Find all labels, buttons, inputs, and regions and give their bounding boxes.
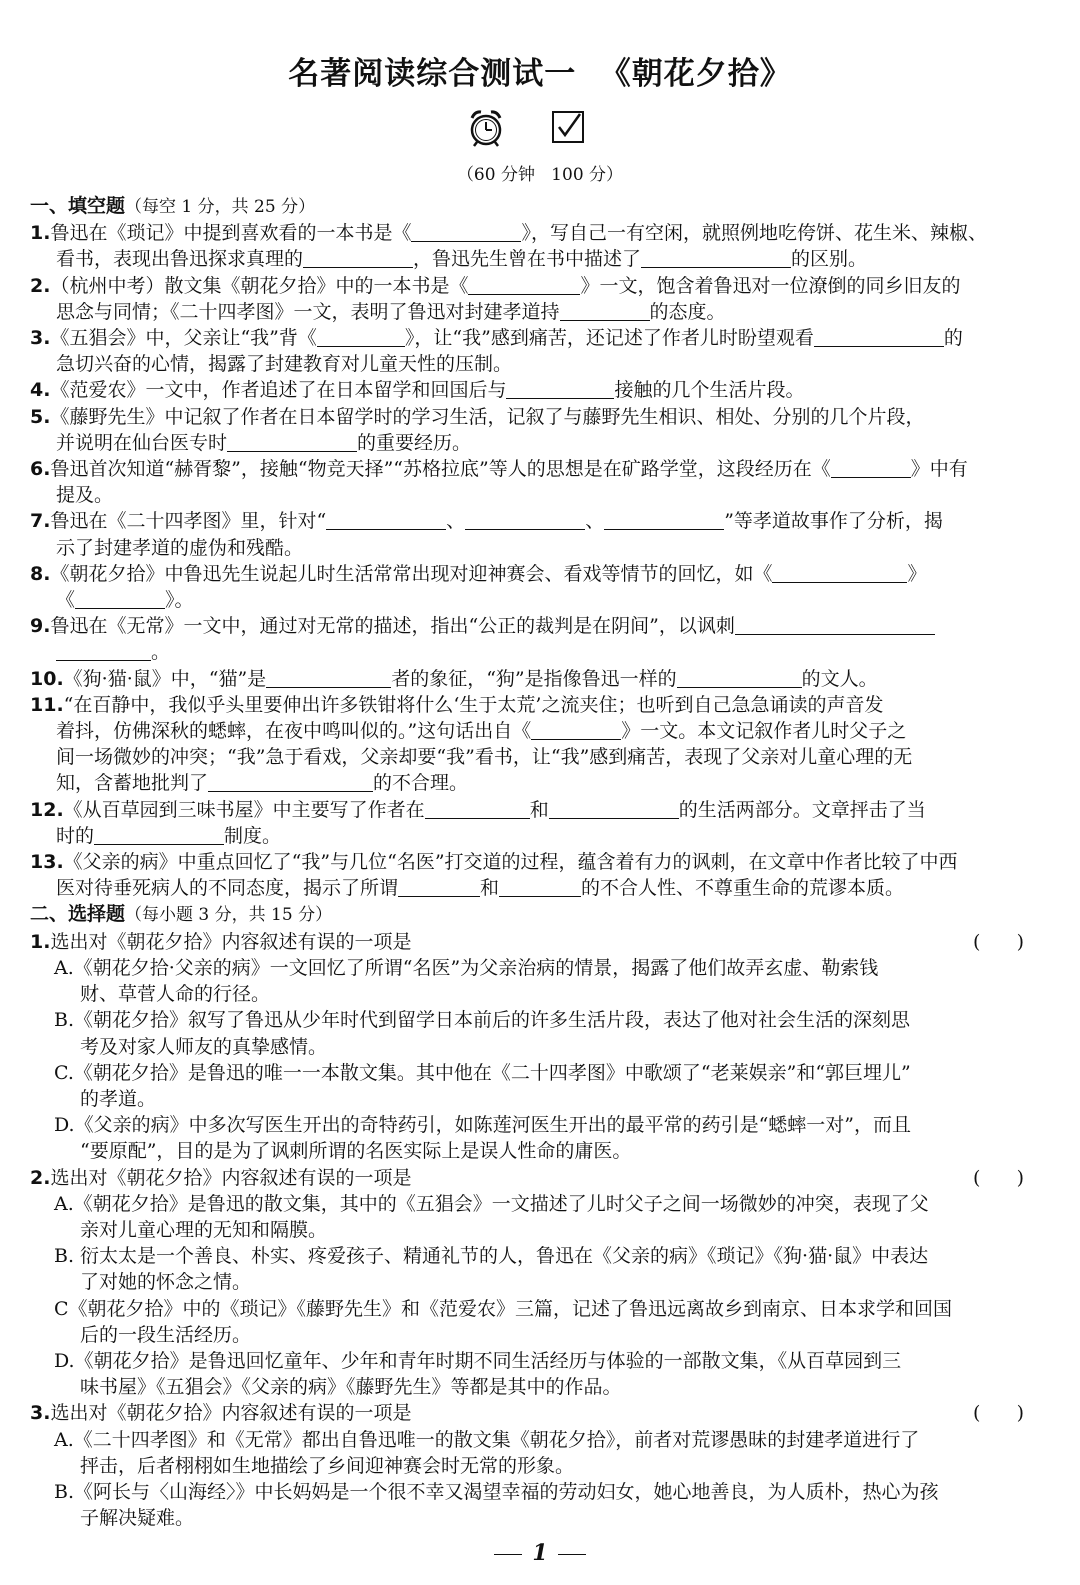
answer-blank[interactable] (560, 300, 650, 321)
page-title: 名著阅读综合测试一 《朝花夕拾》 (288, 56, 792, 92)
answer-blank[interactable] (425, 798, 530, 819)
answer-blank[interactable] (468, 274, 580, 295)
fill-question-12: 12.《从百草园到三味书屋》中主要写了作者在 和 的生活两部分。文章抨击了当 时的 制度。 (30, 798, 926, 847)
answer-blank[interactable] (499, 876, 581, 897)
fill-question-7: 7.鲁迅在《二十四孝图》里，针对“ 、 、 ”等孝道故事作了分析，揭 示了封建孝道的虚伪和残酷。 (30, 510, 943, 559)
fill-question-9: 9.鲁迅在《无常》一文中，通过对无常的描述，指出“公正的裁判是在阴间”，以讽刺 。 (30, 613, 1030, 665)
answer-blank[interactable] (531, 719, 621, 740)
section-fill-heading: 一、填空题（每空 1 分，共 25 分） (30, 195, 316, 217)
page-footer (0, 1540, 1080, 1566)
answer-blank[interactable] (208, 771, 373, 792)
page-number: 1 (532, 1540, 548, 1566)
choice-question-2: 2.选出对《朝花夕拾》内容叙述有误的一项是 ( ) A.《朝花夕拾》是鲁迅的散文集，其中的《五猖会》一文描述了儿时父子之间一场微妙的冲突，表现了父 亲对儿童心理的无知和隔膜。 B. 衍太太是一个善良、朴实、疼爱孩子、精通礼节的人，鲁迅在《父亲的病》《琐记》《狗·猫·鼠》中表达 了对她的怀念之情。 C《朝花夕拾》中的《琐记》《藤野先生》和《范爱农》三篇，记述了鲁迅远离故乡到南京、日本求学和回国 后的一段生活经历。 D.《朝花夕拾》是鲁迅回忆童年、少年和青年时期不同生活经历与体验的一部散文集，《从百草园到三 味书屋》《五猖会》《父亲的病》《藤野先生》等都是其中的作品。 (30, 1165, 1030, 1401)
answer-parentheses[interactable]: ( ) (972, 930, 1024, 953)
footer-dash (558, 1554, 586, 1555)
answer-blank[interactable] (549, 798, 679, 819)
fill-question-2: 2.（杭州中考）散文集《朝花夕拾》中的一本书是《 》一文，饱含着鲁迅对一位潦倒的同乡旧友的 思念与同情；《二十四孝图》一文，表明了鲁迅对封建孝道持 的态度。 (30, 274, 961, 323)
answer-blank[interactable] (772, 562, 907, 583)
option-b[interactable]: B.《阿长与〈山海经〉》中长妈妈是一个很不幸又渴望幸福的劳动妇女，她心地善良，为人质朴，热心为孩 子解决疑难。 (54, 1480, 939, 1530)
fill-question-10: 10.《狗·猫·鼠》中，“猫”是 者的象征，“狗”是指像鲁迅一样的 的文人。 (30, 667, 878, 690)
answer-blank[interactable] (465, 509, 585, 530)
footer-dash (494, 1554, 522, 1555)
answer-blank[interactable] (266, 667, 391, 688)
answer-blank[interactable] (56, 640, 151, 661)
option-d[interactable]: D.《朝花夕拾》是鲁迅回忆童年、少年和青年时期不同生活经历与体验的一部散文集，《从百草园到三 味书屋》《五猖会》《父亲的病》《藤野先生》等都是其中的作品。 (54, 1349, 902, 1399)
option-d[interactable]: D.《父亲的病》中多次写医生开出的奇特药引，如陈莲河医生开出的最平常的药引是“蟋蟀一对”，而且 “要原配”，目的是为了讽刺所谓的名医实际上是误人性命的庸医。 (54, 1114, 912, 1163)
fill-question-5: 5.《藤野先生》中记叙了作者在日本留学时的学习生活，记叙了与藤野先生相识、相处、分别的几个片段， 并说明在仙台医专时 的重要经历。 (30, 405, 925, 454)
title-icons (0, 108, 1080, 152)
answer-blank[interactable] (303, 247, 413, 268)
answer-blank[interactable] (398, 876, 480, 897)
choice-question-3: 3.选出对《朝花夕拾》内容叙述有误的一项是 ( ) A.《二十四孝图》和《无常》都出自鲁迅唯一的散文集《朝花夕拾》，前者对荒谬愚昧的封建孝道进行了 抨击，后者栩栩如生地描绘了乡间迎神赛会时无常的形象。 B.《阿长与〈山海经〉》中长妈妈是一个很不幸又渴望幸福的劳动妇女，她心地善良，为人质朴，热心为孩 子解决疑难。 (30, 1400, 1030, 1531)
alarm-clock-icon (468, 108, 504, 152)
option-a[interactable]: A.《朝花夕拾》是鲁迅的散文集，其中的《五猖会》一文描述了儿时父子之间一场微妙的冲突，表现了父 亲对儿童心理的无知和隔膜。 (54, 1192, 929, 1241)
fill-question-11: 11.“在百静中，我似乎头里要伸出许多铁钳将什么‘生于太荒’之流夹住；也听到自己急急诵读的声音发 着抖，仿佛深秋的蟋蟀，在夜中鸣叫似的。”这句话出自《 》一文。本文记叙作者儿时父子之 间一场微妙的冲突；“我”急于看戏，父亲却要“我”看书，让“我”感到痛苦，表现了父亲对儿童心理的无 知，含蓄地批判了 的不合理。 (30, 693, 913, 795)
choice-question-1: 1.选出对《朝花夕拾》内容叙述有误的一项是 ( ) A.《朝花夕拾·父亲的病》一文回忆了所谓“名医”为父亲治病的情景，揭露了他们故弄玄虚、勒索钱 财、草菅人命的行径。 B.《朝花夕拾》叙写了鲁迅从少年时代到留学日本前后的许多生活片段，表达了他对社会生活的深刻思 考及对家人师友的真挚感情。 C.《朝花夕拾》是鲁迅的唯一一本散文集。其中他在《二十四孝图》中歌颂了“老莱娱亲”和“郭巨埋儿” 的孝道。 D.《父亲的病》中多次写医生开出的奇特药引，如陈莲河医生开出的最平常的药引是“蟋蟀一对”，而且 “要原配”，目的是为了讽刺所谓的名医实际上是误人性命的庸医。 (30, 929, 1030, 1165)
fill-question-8: 8.《朝花夕拾》中鲁迅先生说起儿时生活常常出现对迎神赛会、看戏等情节的回忆，如《 》 《 》。 (30, 562, 927, 612)
fill-question-3: 3.《五猖会》中，父亲让“我”背《 》，让“我”感到痛苦，还记述了作者儿时盼望观看 的 急切兴奋的心情，揭露了封建教育对儿童天性的压制。 (30, 327, 963, 376)
option-b[interactable]: B. 衍太太是一个善良、朴实、疼爱孩子、精通礼节的人，鲁迅在《父亲的病》《琐记》《狗·猫·鼠》中表达 了对她的怀念之情。 (54, 1245, 929, 1294)
answer-blank[interactable] (506, 378, 614, 399)
fill-question-4: 4.《范爱农》一文中，作者追述了在日本留学和回国后与 接触的几个生活片段。 (30, 379, 805, 402)
fill-question-1: 1.鲁迅在《琐记》中提到喜欢看的一本书是《 》，写自己一有空闲，就照例地吃侉饼、花生米、辣椒、 看书，表现出鲁迅探求真理的 ，鲁迅先生曾在书中描述了 的区别。 (30, 222, 987, 271)
answer-blank[interactable] (227, 431, 357, 452)
section-choice-heading: 二、选择题（每小题 3 分，共 15 分） (30, 903, 333, 926)
answer-blank[interactable] (94, 824, 224, 845)
answer-blank[interactable] (326, 509, 446, 530)
answer-blank[interactable] (735, 614, 935, 635)
fill-question-6: 6.鲁迅首次知道“赫胥黎”，接触“物竞天择”“苏格拉底”等人的思想是在矿路学堂，这段经历在《 》中有 提及。 (30, 458, 968, 507)
answer-parentheses[interactable]: ( ) (972, 1166, 1024, 1189)
option-b[interactable]: B.《朝花夕拾》叙写了鲁迅从少年时代到留学日本前后的许多生活片段，表达了他对社会生活的深刻思 考及对家人师友的真挚感情。 (54, 1009, 911, 1058)
answer-blank[interactable] (831, 457, 911, 478)
fill-question-13: 13.《父亲的病》中重点回忆了“我”与几位“名医”打交道的过程，蕴含着有力的讽刺，在文章中作者比较了中西 医对待垂死病人的不同态度，揭示了所谓 和 的不合人性、不尊重生命的荒谬本质。 (30, 851, 958, 900)
answer-blank[interactable] (317, 326, 405, 347)
test-time-score: （60 分钟 100 分） (456, 165, 624, 185)
answer-blank[interactable] (604, 509, 724, 530)
answer-blank[interactable] (814, 326, 944, 347)
answer-blank[interactable] (75, 588, 165, 609)
answer-blank[interactable] (641, 247, 791, 268)
option-a[interactable]: A.《二十四孝图》和《无常》都出自鲁迅唯一的散文集《朝花夕拾》，前者对荒谬愚昧的封建孝道进行了 抨击，后者栩栩如生地描绘了乡间迎神赛会时无常的形象。 (54, 1428, 920, 1477)
option-c[interactable]: C.《朝花夕拾》是鲁迅的唯一一本散文集。其中他在《二十四孝图》中歌颂了“老莱娱亲”和“郭巨埋儿” 的孝道。 (54, 1061, 911, 1110)
answer-parentheses[interactable]: ( ) (972, 1402, 1024, 1425)
checkbox-checked-icon (552, 111, 584, 143)
question-content (30, 193, 1030, 1531)
answer-blank[interactable] (677, 667, 802, 688)
answer-blank[interactable] (411, 221, 521, 242)
option-a[interactable]: A.《朝花夕拾·父亲的病》一文回忆了所谓“名医”为父亲治病的情景，揭露了他们故弄玄虚、勒索钱 财、草菅人命的行径。 (54, 956, 879, 1006)
option-c[interactable]: C《朝花夕拾》中的《琐记》《藤野先生》和《范爱农》三篇，记述了鲁迅远离故乡到南京、日本求学和回国 后的一段生活经历。 (54, 1297, 953, 1346)
